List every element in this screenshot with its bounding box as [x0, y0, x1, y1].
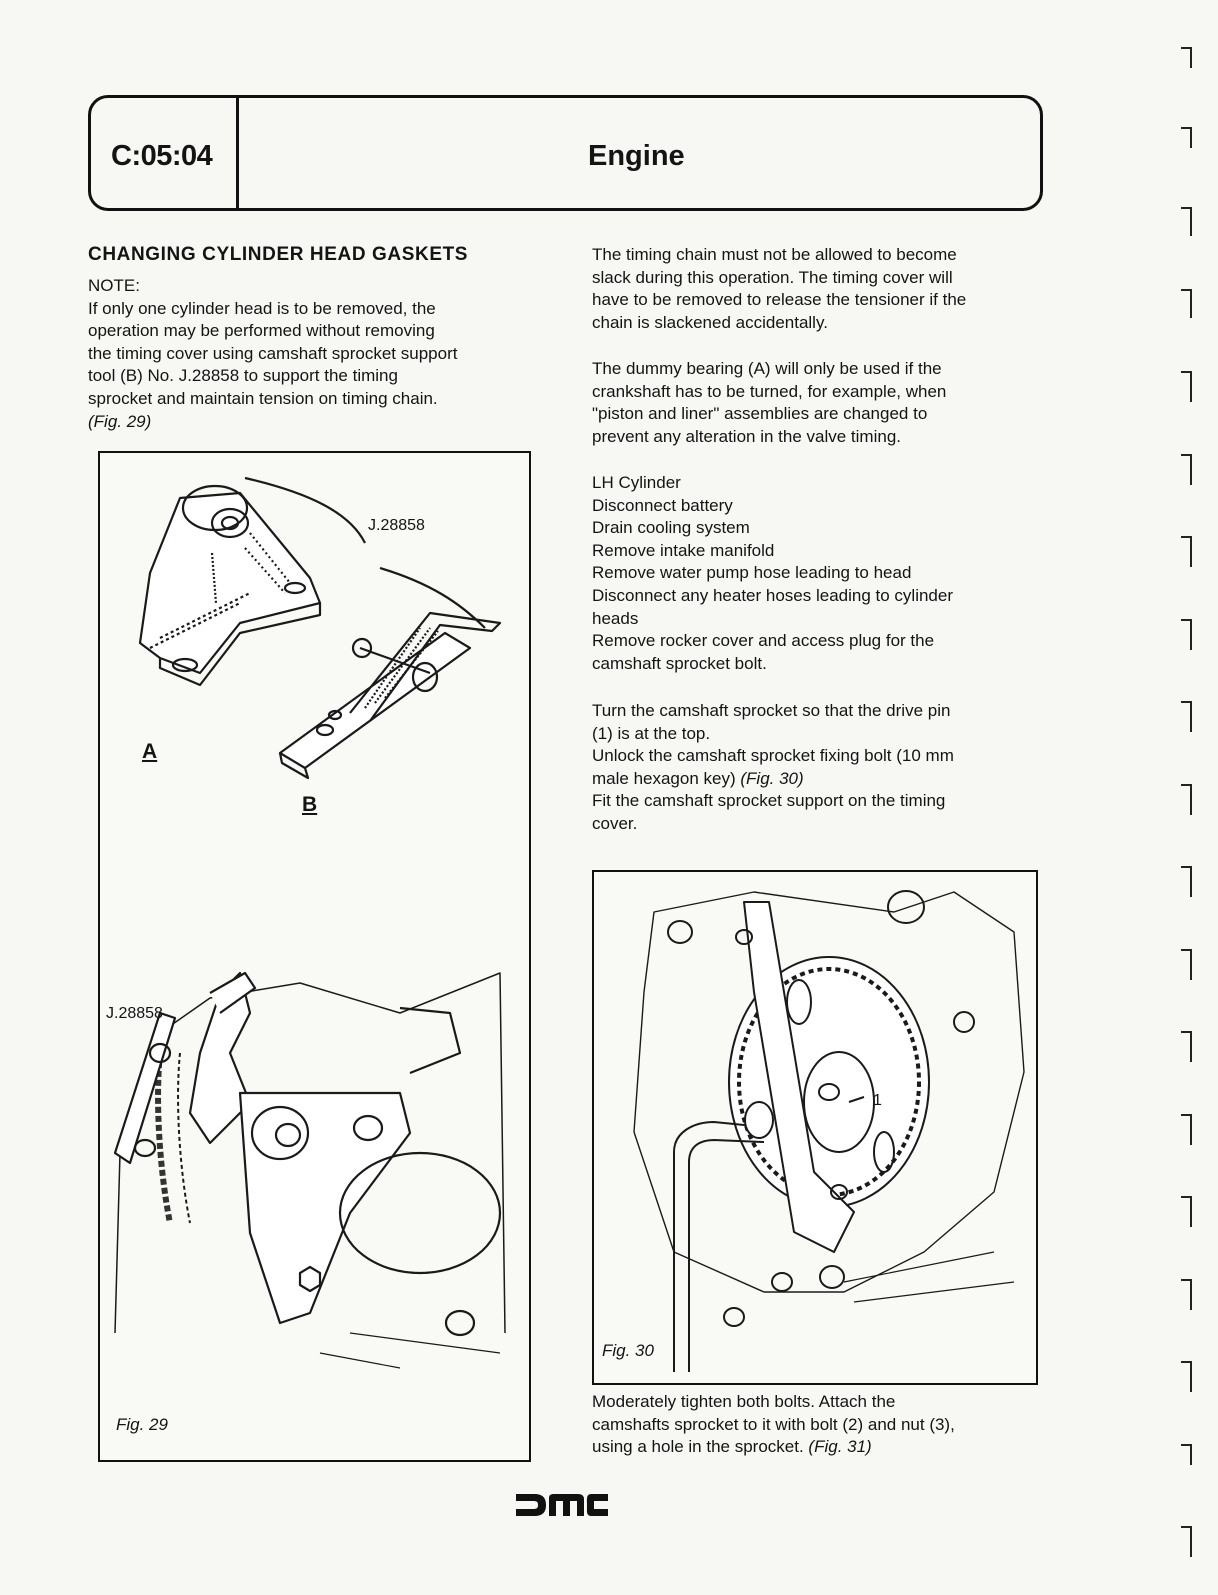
text-line: (1) is at the top. — [592, 723, 711, 743]
dmc-logo — [516, 1490, 608, 1520]
text-line: slack during this operation. The timing cover will — [592, 267, 953, 287]
section-code: C:05:04 — [111, 140, 213, 172]
note-line: If only one cylinder head is to be removed, the — [88, 298, 436, 318]
note-line: sprocket and maintain tension on timing chain. — [88, 388, 438, 408]
text-line: Moderately tighten both bolts. Attach the — [592, 1392, 896, 1411]
paragraph-4 — [592, 1391, 1042, 1459]
figure-30 — [592, 870, 1038, 1385]
procedure-step: Drain cooling system — [592, 518, 750, 538]
fig-29-reference: (Fig. 29) — [88, 411, 152, 431]
text-line — [592, 768, 1042, 791]
procedure-step: Remove intake manifold — [592, 540, 775, 560]
note-line: the timing cover using camshaft sprocket support — [88, 343, 458, 363]
paragraph-1 — [592, 244, 1042, 334]
text-line: "piston and liner" assemblies are changed to — [592, 404, 928, 424]
part-b-label: B — [302, 793, 318, 816]
procedure-step: Remove water pump hose leading to head — [592, 563, 912, 583]
note-block — [88, 275, 538, 433]
header-divider — [236, 98, 239, 208]
tool-number-label: J.28858 — [368, 517, 425, 534]
paragraph-2 — [592, 358, 1042, 448]
paragraph-3 — [592, 700, 1042, 836]
figure-caption: Fig. 30 — [602, 1341, 654, 1360]
text-line: prevent any alteration in the valve timing. — [592, 426, 902, 446]
sprocket-support-tool-illustration — [100, 453, 529, 1460]
text-fragment: male hexagon key) — [592, 768, 736, 788]
note-line: operation may be performed without removing — [88, 321, 435, 341]
text-line: Turn the camshaft sprocket so that the drive pin — [592, 701, 951, 720]
text-line: cover. — [592, 813, 638, 833]
text-line: chain is slackened accidentally. — [592, 312, 828, 332]
text-line: Fit the camshaft sprocket support on the timing — [592, 791, 946, 811]
text-line: The timing chain must not be allowed to become — [592, 245, 957, 264]
procedure-title: LH Cylinder — [592, 473, 681, 492]
text-line: crankshaft has to be turned, for example, when — [592, 381, 947, 401]
procedure-step: camshaft sprocket bolt. — [592, 653, 767, 673]
procedure-step: Disconnect battery — [592, 495, 733, 515]
tool-number-label: J.28858 — [106, 1005, 163, 1022]
part-a-label: A — [142, 740, 158, 763]
text-line: The dummy bearing (A) will only be used if the — [592, 359, 942, 378]
text-line — [592, 1436, 1042, 1459]
fig-30-reference: (Fig. 30) — [740, 768, 804, 788]
fig-31-reference: (Fig. 31) — [808, 1437, 872, 1457]
binding-marks — [1158, 0, 1218, 1595]
note-label: NOTE: — [88, 276, 140, 295]
text-line: have to be removed to release the tensioner if the — [592, 290, 967, 310]
note-line: tool (B) No. J.28858 to support the timing — [88, 366, 398, 386]
figure-caption: Fig. 29 — [116, 1415, 168, 1434]
section-header — [88, 95, 1043, 211]
section-heading: CHANGING CYLINDER HEAD GASKETS — [88, 244, 469, 265]
page-title: Engine — [588, 140, 685, 172]
camshaft-sprocket-illustration — [594, 872, 1036, 1383]
text-fragment: using a hole in the sprocket. — [592, 1437, 804, 1457]
text-line: Unlock the camshaft sprocket fixing bolt (10 mm — [592, 746, 954, 766]
drive-pin-label: 1 — [873, 1092, 882, 1109]
procedure-step: Remove rocker cover and access plug for the — [592, 631, 935, 651]
procedure-step: heads — [592, 608, 639, 628]
text-line: camshafts sprocket to it with bolt (2) and nut (3), — [592, 1414, 955, 1434]
procedure-list — [592, 472, 1042, 675]
figure-29 — [98, 451, 531, 1462]
procedure-step: Disconnect any heater hoses leading to cylinder — [592, 585, 953, 605]
